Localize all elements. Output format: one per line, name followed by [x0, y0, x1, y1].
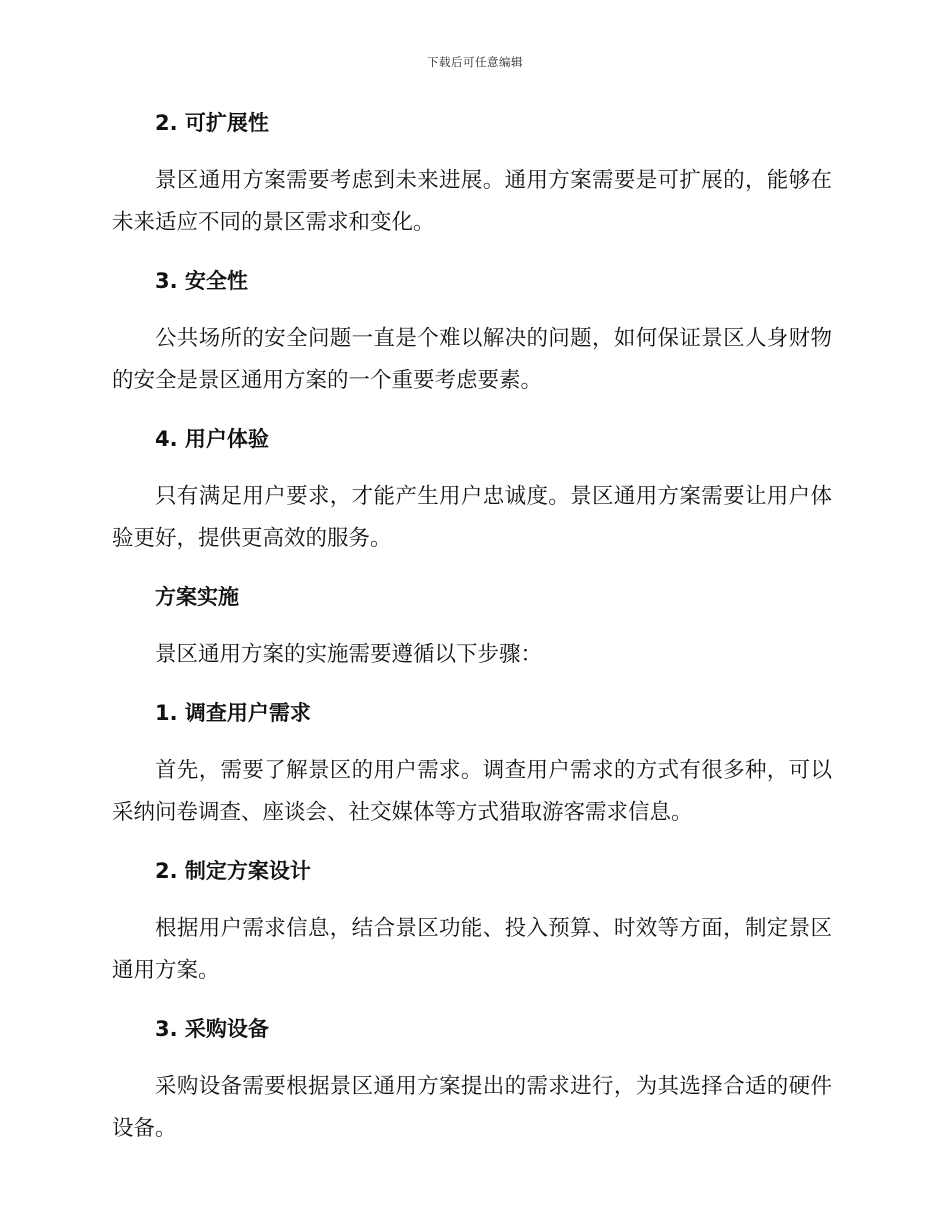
section-heading: 3. 安全性: [155, 269, 248, 293]
section-paragraph: 采购设备需要根据景区通用方案提出的需求进行，为其选择合适的硬件设备。: [112, 1074, 832, 1141]
section-security: [112, 266, 832, 424]
page-header: 下载后可任意编辑: [427, 55, 523, 69]
section-paragraph: 景区通用方案需要考虑到未来进展。通用方案需要是可扩展的，能够在未来适应不同的景区需求和变化。: [112, 168, 832, 235]
section-paragraph: 只有满足用户要求，才能产生用户忠诚度。景区通用方案需要让用户体验更好，提供更高效的服务。: [112, 484, 832, 551]
section-user-experience: [112, 424, 832, 582]
section-heading: 3. 采购设备: [155, 1017, 269, 1041]
section-paragraph: 根据用户需求信息，结合景区功能、投入预算、时效等方面，制定景区通用方案。: [112, 916, 832, 983]
section-heading: 2. 制定方案设计: [155, 859, 311, 883]
section-paragraph: 首先，需要了解景区的用户需求。调查用户需求的方式有很多种，可以采纳问卷调查、座谈会、社交媒体等方式猎取游客需求信息。: [112, 758, 832, 825]
section-procurement: [112, 1014, 832, 1150]
section-heading: 2. 可扩展性: [155, 111, 269, 135]
section-paragraph: 公共场所的安全问题一直是个难以解决的问题，如何保证景区人身财物的安全是景区通用方案的一个重要考虑要素。: [112, 326, 832, 393]
section-plan-design: [112, 856, 832, 1014]
section-heading: 1. 调查用户需求: [155, 701, 311, 725]
section-heading: 4. 用户体验: [155, 427, 269, 451]
section-survey-needs: [112, 698, 832, 856]
section-paragraph: 景区通用方案的实施需要遵循以下步骤：: [155, 642, 543, 667]
section-implementation: [112, 582, 832, 698]
section-scalability: [112, 108, 832, 266]
document-body: [112, 108, 832, 1150]
section-heading: 方案实施: [155, 585, 239, 609]
